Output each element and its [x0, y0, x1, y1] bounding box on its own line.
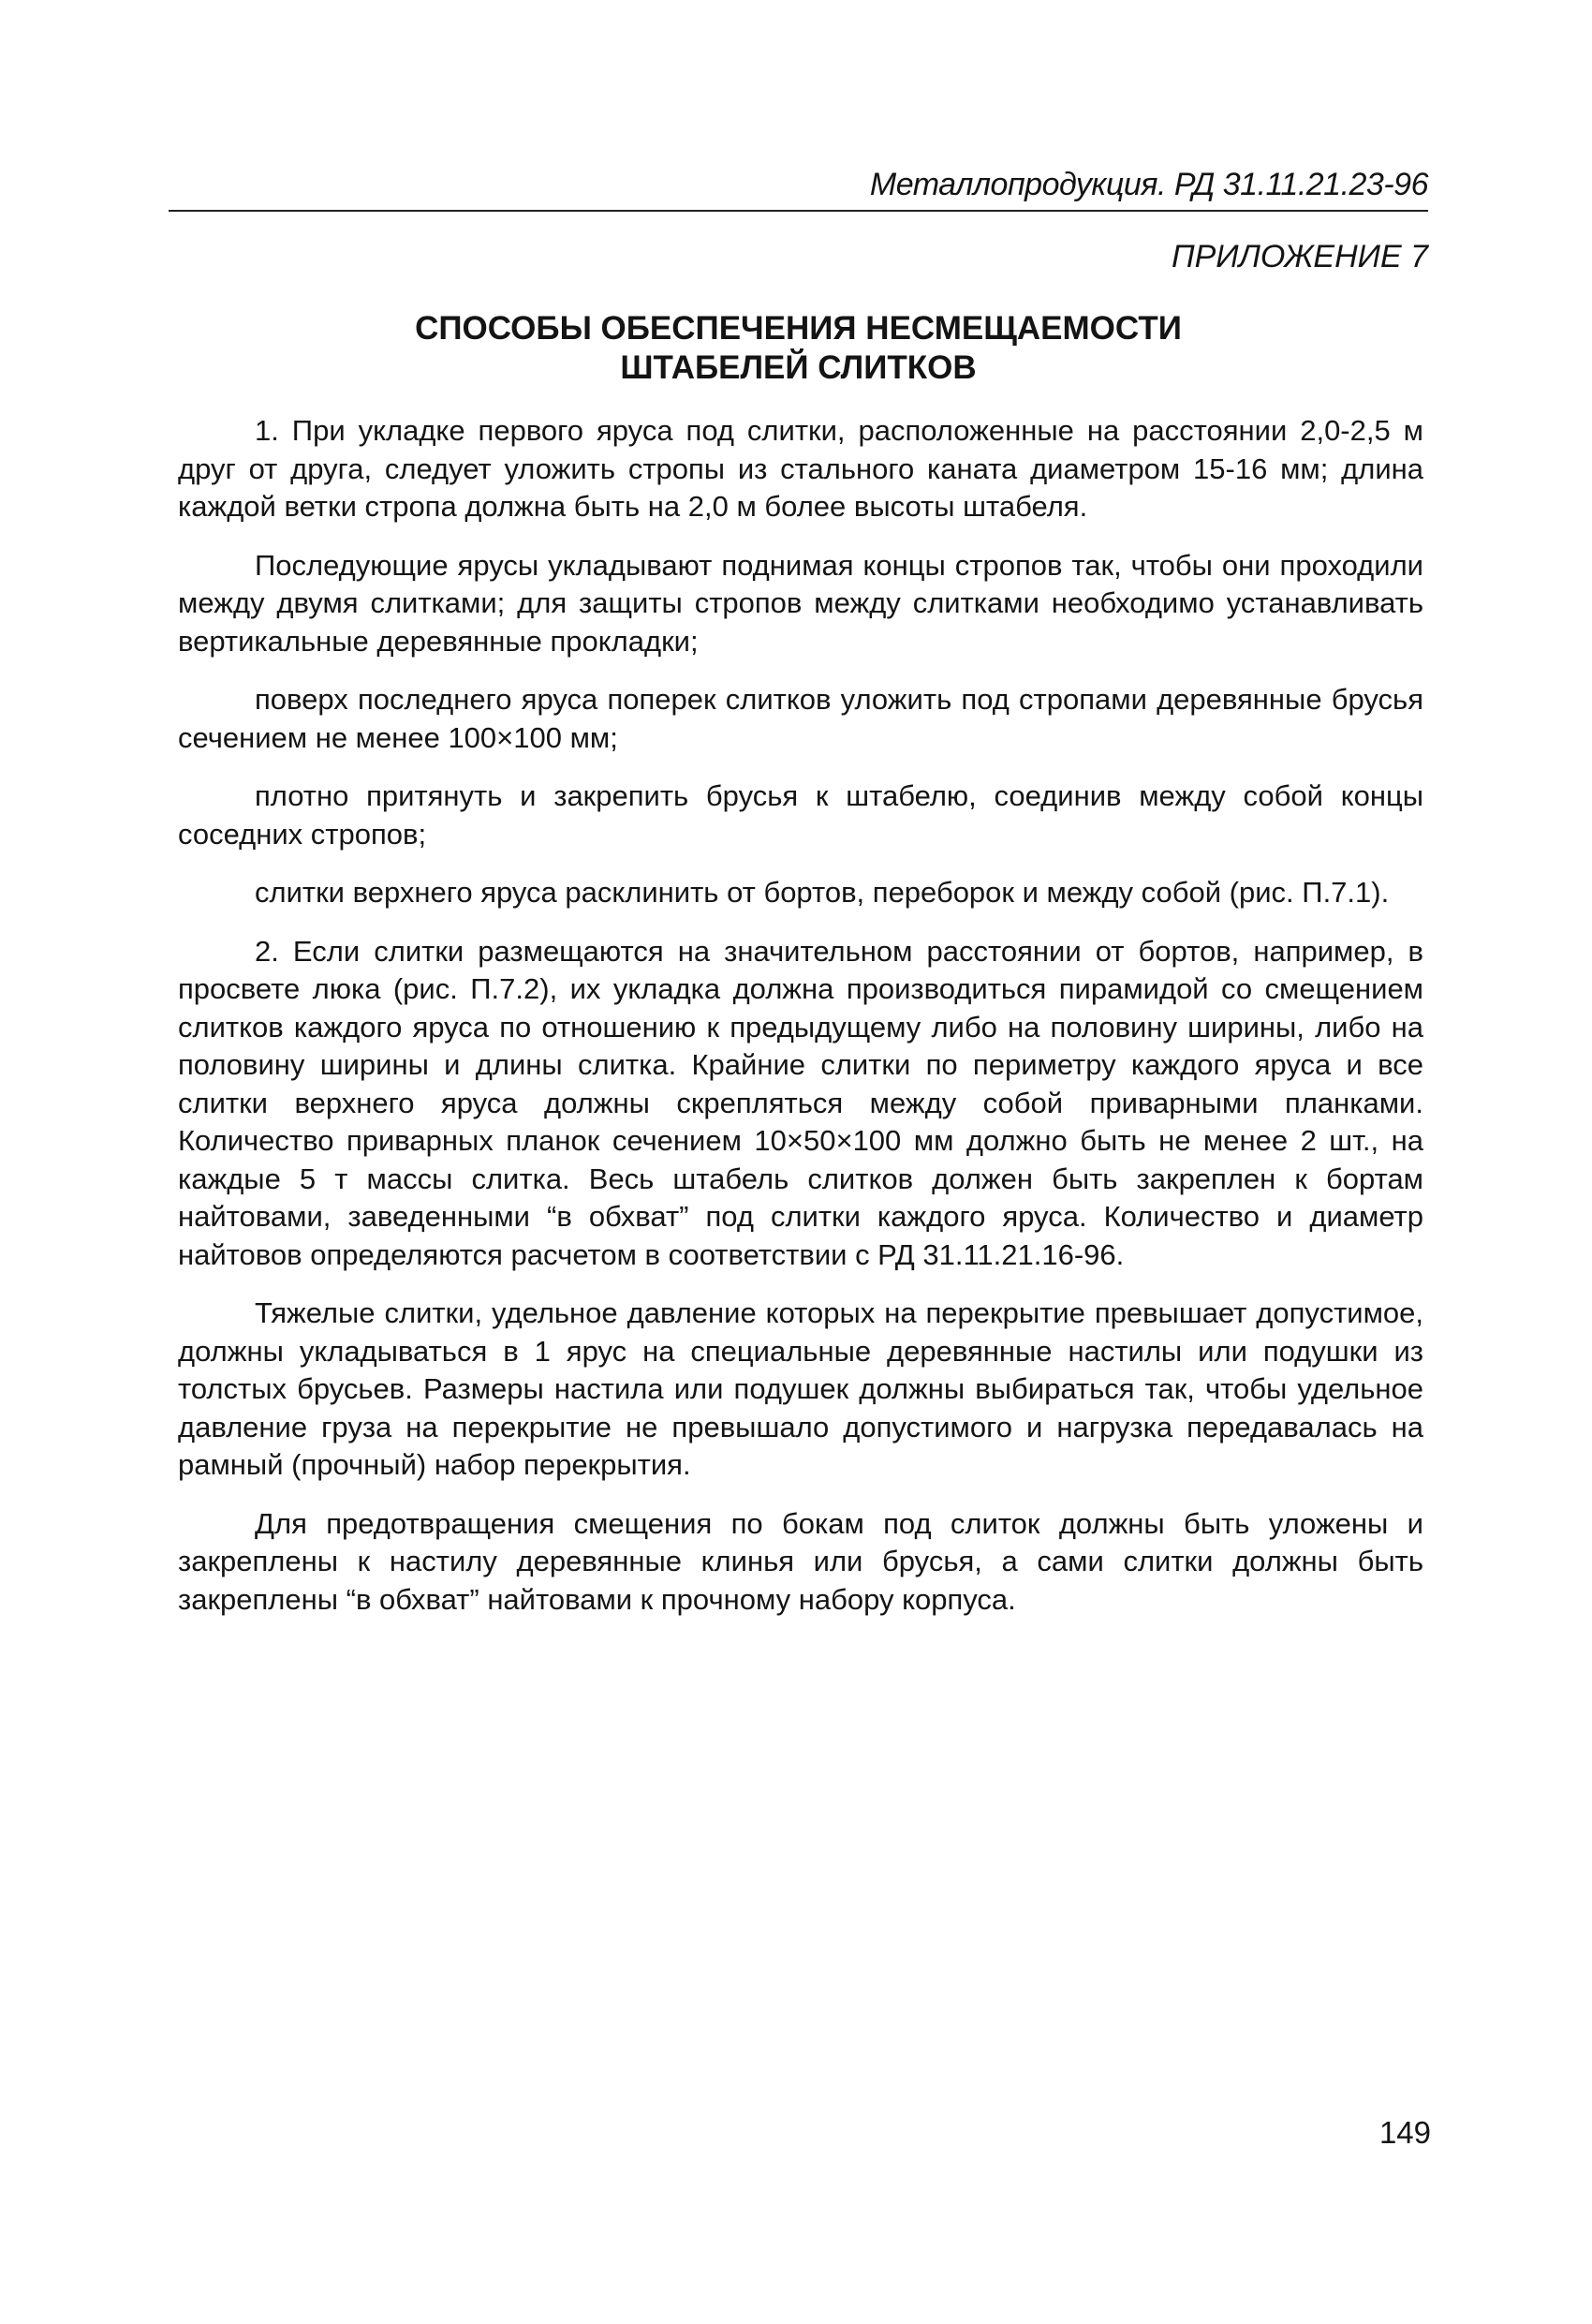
title-line-2: ШТАБЕЛЕЙ СЛИТКОВ	[620, 349, 977, 386]
paragraph-3: поверх последнего яруса поперек слитков уложить под стропами деревянные брусья сечением не менее 100×100 мм;	[178, 683, 1423, 754]
paragraph-2: Последующие ярусы укладывают поднимая концы стропов так, чтобы они проходили между двумя слитками; для защиты стропов между слитками необходимо устанавливать вертикальные деревянные прокладки;	[178, 548, 1423, 658]
appendix-label: ПРИЛОЖЕНИЕ 7	[1171, 239, 1428, 274]
body-text	[178, 412, 1423, 1639]
paragraph-5: слитки верхнего яруса расклинить от бортов, переборок и между собой (рис. П.7.1).	[255, 876, 1390, 909]
paragraph-7: Тяжелые слитки, удельное давление которых на перекрытие превышает допустимое, должны укладываться в 1 ярус на специальные деревянные настилы или подушки из толстых брусьев. Размеры настила или подушек должны выбираться так, чтобы удельное давление груза на перекрытие не превышало допустимого и нагрузка передавалась на рамный (прочный) набор перекрытия.	[178, 1296, 1423, 1481]
paragraph-8: Для предотвращения смещения по бокам под слиток должны быть уложены и закреплены к настилу деревянные клинья или брусья, а сами слитки должны быть закреплены “в обхват” найтовами к прочному набору корпуса.	[178, 1506, 1423, 1616]
page-number: 149	[1378, 2115, 1431, 2150]
paragraph-6: 2. Если слитки размещаются на значительном расстоянии от бортов, например, в просвете люка (рис. П.7.2), их укладка должна производиться пирамидой со смещением слитков каждого яруса по отношению к предыдущему либо на половину ширины, либо на половину ширины и длины слитка. Крайние слитки по периметру каждого яруса и все слитки верхнего яруса должны скрепляться между собой приварными планками. Количество приварных планок сечением 10×50×100 мм должно быть не менее 2 шт., на каждые 5 т массы слитка. Весь штабель слитков должен быть закреплен к бортам найтовами, заведенными “в обхват” под слитки каждого яруса. Количество и диаметр найтовов определяются расчетом в соответствии с РД 31.11.21.16-96.	[178, 934, 1423, 1271]
running-header: Металлопродукция. РД 31.11.21.23-96	[869, 167, 1428, 202]
section-title	[169, 309, 1428, 388]
paragraph-4: плотно притянуть и закрепить брусья к штабелю, соединив между собой концы соседних стропов;	[178, 779, 1423, 851]
header-rule	[169, 210, 1428, 212]
paragraph-1: 1. При укладке первого яруса под слитки, расположенные на расстоянии 2,0-2,5 м друг от друга, следует уложить стропы из стального каната диаметром 15-16 мм; длина каждой ветки стропа должна быть на 2,0 м более высоты штабеля.	[178, 414, 1423, 523]
title-line-1: СПОСОБЫ ОБЕСПЕЧЕНИЯ НЕСМЕЩАЕМОСТИ	[415, 310, 1182, 347]
